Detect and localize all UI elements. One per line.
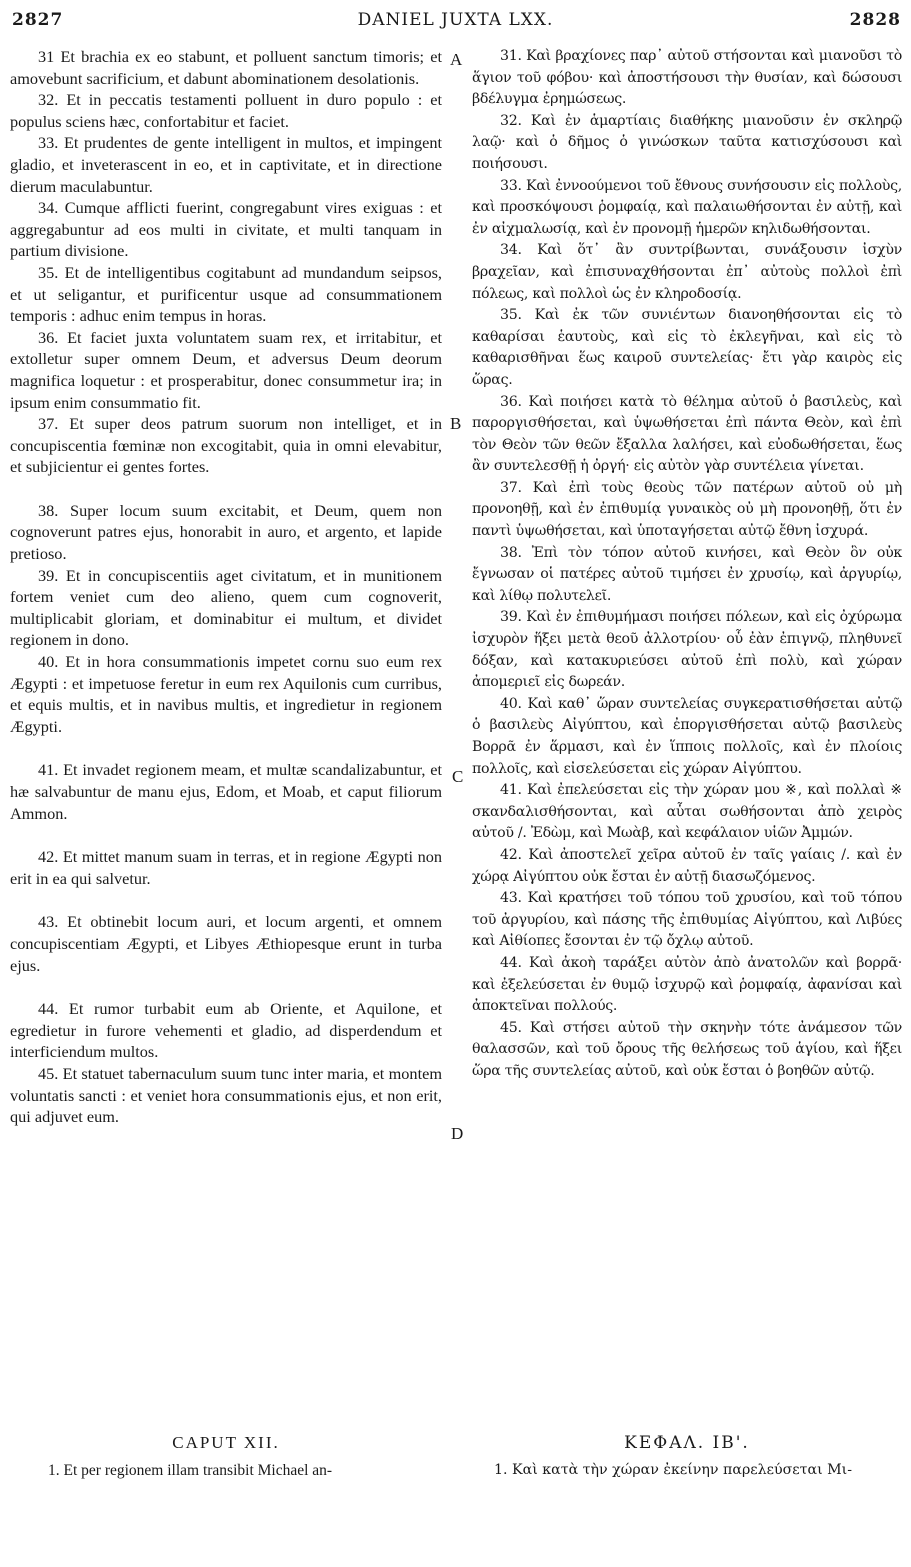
latin-verse-32: 32. Et in peccatis testamenti polluent in duro populo : et populus sciens hæc, confortabitur et faciet. <box>10 90 442 131</box>
greek-verse-44: 44. Καὶ ἀκοὴ ταράξει αὐτὸν ἀπὸ ἀνατολῶν καὶ βορρᾶ· καὶ ἐξελεύσεται ἐν θυμῷ ἰσχυρῷ καὶ ῥομφαίᾳ, ἀφανίσαι καὶ ἀποκτεῖναι πολλούς. <box>472 954 902 1015</box>
section-marker-b: B <box>450 414 462 433</box>
page-header <box>10 10 901 36</box>
greek-verse-42: 42. Καὶ ἀποστελεῖ χεῖρα αὐτοῦ ἐν ταῖς γαίαις /. καὶ ἐν χώρᾳ Αἰγύπτου οὐκ ἔσται ἐν αὐτῇ διασωζόμενος. <box>472 846 902 885</box>
latin-verse-37: 37. Et super deos patrum suorum non intelliget, et in concupiscentia fœminæ non excogitabit, quia in omni elevabitur, et subjicientur ei gentes fortes. <box>10 414 442 477</box>
greek-column <box>472 46 902 1083</box>
greek-verse-39: 39. Καὶ ἐν ἐπιθυμήμασι ποιήσει πόλεων, καὶ εἰς ὀχύρωμα ἰσχυρὸν ἥξει μετὰ θεοῦ ἀλλοτρίου· οὗ ἐὰν ἐπιγνῷ, πληθυνεῖ δόξαν, καὶ κατακυριεύσει αὐτοῦ ἐπὶ πολὺ, καὶ χώραν ἀπομεριεῖ εἰς δωρεάν. <box>472 609 902 691</box>
greek-verse-37: 37. Καὶ ἐπὶ τοὺς θεοὺς τῶν πατέρων αὐτοῦ οὐ μὴ προνοηθῇ, καὶ ἐν ἐπιθυμίᾳ γυναικὸς οὐ μὴ προνοηθῇ, ὅτι ἐν παντὶ ὑψωθήσεται, καὶ ὑποταγήσεται αὐτῷ ἔθνη ἰσχυρά. <box>472 479 902 540</box>
section-marker-c: C <box>452 767 464 786</box>
section-marker-d: D <box>451 1124 464 1143</box>
greek-verse-43: 43. Καὶ κρατήσει τοῦ τόπου τοῦ χρυσίου, καὶ τοῦ τόπου τοῦ ἀργυρίου, καὶ πάσης τῆς ἐπιθυμίας Αἰγύπτου, καὶ Λιβύες καὶ Αἰθίοπες ἔσονται ἐν τῷ ὄχλῳ αὐτοῦ. <box>472 890 902 950</box>
greek-chapter-heading: ΚΕΦΑΛ. ΙΒ'. <box>624 1433 750 1453</box>
latin-verse-34: 34. Cumque afflicti fuerint, congregabunt vires exiguas : et aggregabuntur ad eos multi in civitate, et multi tanquam in partium divisione. <box>10 198 442 261</box>
latin-verse-35: 35. Et de intelligentibus cogitabunt ad mundandum seipsos, et ut seligantur, et purificentur usque ad consummationem temporis : adhuc enim tempus in horas. <box>10 262 442 326</box>
latin-chapter-first-line: 1. Et per regionem illam transibit Michael an- <box>48 1462 333 1479</box>
running-title: DANIEL JUXTA LXX. <box>357 10 554 30</box>
greek-verse-35: 35. Καὶ ἐκ τῶν συνιέντων διανοηθήσονται εἰς τὸ καθαρίσαι ἑαυτοὺς, καὶ εἰς τὸ ἐκλεγῆναι, καὶ εἰς τὸ καθαρισθῆναι ἕως καιροῦ συντελείας· ἔτι γὰρ καιρὸς εἰς ὥρας. <box>472 307 902 388</box>
greek-verse-41: 41. Καὶ ἐπελεύσεται εἰς τὴν χώραν μου ※, καὶ πολλαὶ ※ σκανδαλισθήσονται, καὶ αὗται σωθήσονται ἀπὸ χειρὸς αὐτοῦ /. Ἐδὼμ, καὶ Μωὰβ, καὶ κεφάλαιον υἱῶν Ἀμμών. <box>472 782 902 842</box>
latin-verse-38: 38. Super locum suum excitabit, et Deum, quem non cognoverunt patres ejus, honorabit in auro, et argento, et lapide pretioso. <box>10 500 442 564</box>
latin-column <box>10 46 442 1128</box>
greek-verse-38: 38. Ἐπὶ τὸν τόπον αὐτοῦ κινήσει, καὶ Θεὸν ὃν οὐκ ἔγνωσαν οἱ πατέρες αὐτοῦ τιμήσει ἐν χρυσίῳ, καὶ ἀργυρίῳ, καὶ λίθῳ πολυτελεῖ. <box>472 544 902 604</box>
greek-verse-33: 33. Καὶ ἐννοούμενοι τοῦ ἔθνους συνήσουσιν εἰς πολλοὺς, καὶ προσκόψουσι ῥομφαίᾳ, καὶ παλαιωθήσονται ἐν αὐτῇ, καὶ ἐν αἰχμαλωσίᾳ, καὶ ἐν προνομῇ ἡμερῶν κηλιδωθήσονται. <box>472 177 902 237</box>
latin-chapter-heading: CAPUT XII. <box>172 1433 280 1452</box>
greek-verse-45: 45. Καὶ στήσει αὐτοῦ τὴν σκηνὴν τότε ἀνάμεσον τῶν θαλασσῶν, καὶ τοῦ ὄρους τῆς θελήσεως τοῦ ἁγίου, καὶ ἥξει ὥρα τῆς συντελείας αὐτοῦ, καὶ οὐκ ἔσται ὁ βοηθῶν αὐτῷ. <box>472 1019 902 1079</box>
section-marker-a: A <box>450 50 463 69</box>
greek-verse-32: 32. Καὶ ἐν ἁμαρτίαις διαθήκης μιανοῦσιν ἐν σκληρῷ λαῷ· καὶ ὁ δῆμος ὁ γινώσκων ταῦτα κατισχύσουσι καὶ ποιήσουσι. <box>472 112 902 172</box>
greek-verse-36: 36. Καὶ ποιήσει κατὰ τὸ θέλημα αὐτοῦ ὁ βασιλεὺς, καὶ παροργισθήσεται, καὶ ὑψωθήσεται ἐπὶ πάντα Θεὸν, καὶ ἐπὶ τὸν Θεὸν τῶν θεῶν ἔξαλλα λαλήσει, καὶ εὐοδωθήσεται, ἕως ἂν συντελεσθῇ ἡ ὀργή· εἰς αὐτὸν γὰρ συντέλεια γίνεται. <box>472 393 902 475</box>
latin-verse-40: 40. Et in hora consummationis impetet cornu suo eum rex Ægypti : et impetuose feretur in eum rex Aquilonis cum curribus, et equis multis, et in navibus multis, et ingredietur in regionem Ægypti. <box>10 652 442 736</box>
greek-verse-40: 40. Καὶ καθ᾽ ὥραν συντελείας συγκερατισθήσεται αὐτῷ ὁ βασιλεὺς Αἰγύπτου, καὶ ἐποργισθήσεται αὐτῷ βασιλεὺς Βορρᾶ ἐν ἅρμασι, καὶ ἐν ἵπποις πολλοῖς, καὶ ἐν πλοίοις πολλοῖς, καὶ εἰσελεύσεται εἰς χώραν Αἰγύπτου. <box>472 695 902 777</box>
latin-verse-39: 39. Et in concupiscentiis aget civitatum, et in munitionem fortem veniet cum deo alieno, quem cum cognoverit, multiplicabit gloriam, et dominabitur ei multum, et dividet regionem in dono. <box>10 565 442 650</box>
latin-verse-43: 43. Et obtinebit locum auri, et locum argenti, et omnem concupiscentiam Ægypti, et Libyes Æthiopesque erunt in turba ejus. <box>10 912 442 975</box>
latin-verse-45: 45. Et statuet tabernaculum suum tunc inter maria, et montem voluntatis sancti : et veniet hora consummationis ejus, et non erit, qui adjuvet eum. <box>10 1063 442 1127</box>
latin-verse-31: 31 Et brachia ex eo stabunt, et polluent sanctum timoris; et amovebunt sacrificium, et dabunt abominationem desolationis. <box>10 47 442 88</box>
latin-verse-36: 36. Et faciet juxta voluntatem suam rex, et irritabitur, et extolletur super omnem Deum, et adversus Deum deorum magnifica loquetur : et prosperabitur, donec consummetur ira; in ipsum enim consummatio fit. <box>10 327 442 412</box>
latin-verse-44: 44. Et rumor turbabit eum ab Oriente, et Aquilone, et egredietur in furore vehementi et gladio, ad disperdendum et interficiendum multos. <box>10 999 442 1062</box>
latin-verse-41: 41. Et invadet regionem meam, et multæ scandalizabuntur, et hæ salvabuntur de manu ejus, Edom, et Moab, et caput filiorum Ammon. <box>10 760 442 823</box>
latin-verse-42: 42. Et mittet manum suam in terras, et in regione Ægypti non erit in ea qui salvetur. <box>10 847 442 888</box>
greek-verse-34: 34. Καὶ ὅτ᾽ ἂν συντρίβωνται, συνάξουσιν ἰσχὺν βραχεῖαν, καὶ ἐπισυναχθήσονται ἐπ᾽ αὐτοὺς πολλοὶ ἐπὶ πόλεως, καὶ πολλοὶ ὡς ἐν κληροδοσίᾳ. <box>472 242 902 302</box>
page-number-right: 2828 <box>849 10 901 30</box>
greek-verse-31: 31. Καὶ βραχίονες παρ᾽ αὐτοῦ στήσονται καὶ μιανοῦσι τὸ ἅγιον τοῦ φόβου· καὶ ἀποστήσουσι τὴν θυσίαν, καὶ δώσουσι βδέλυγμα ἐρημώσεως. <box>472 48 902 108</box>
greek-chapter-first-line: 1. Καὶ κατὰ τὴν χώραν ἐκείνην παρελεύσεται Μι- <box>494 1462 853 1478</box>
latin-verse-33: 33. Et prudentes de gente intelligent in multos, et impingent gladio, et inveterascent in eo, et in captivitate, et in directione dierum maculabuntur. <box>10 133 442 196</box>
page-number-left: 2827 <box>12 10 64 30</box>
